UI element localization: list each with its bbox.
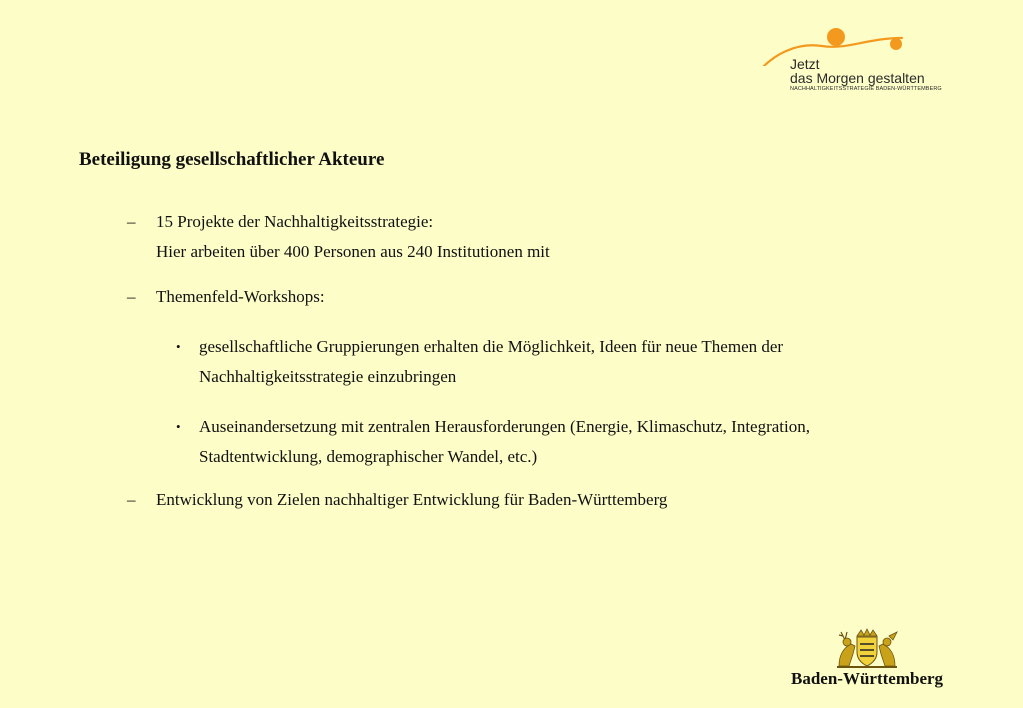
- dash-marker: –: [127, 212, 136, 231]
- logo-tagline: NACHHALTIGKEITSSTRATEGIE BADEN-WÜRTTEMBERG: [790, 86, 942, 92]
- bullet-marker: •: [176, 339, 181, 354]
- strategy-logo: [752, 26, 952, 98]
- list-item-text: Entwicklung von Zielen nachhaltiger Entwicklung für Baden-Württemberg: [156, 490, 668, 509]
- dash-marker: –: [127, 490, 136, 509]
- bullet-marker: •: [176, 419, 181, 434]
- slide-title: Beteiligung gesellschaftlicher Akteure: [79, 149, 385, 170]
- list-item-text: Themenfeld-Workshops:: [156, 287, 325, 306]
- sub-list-item-text: Nachhaltigkeitsstrategie einzubringen: [199, 367, 457, 386]
- sub-list-item-text: Stadtentwicklung, demographischer Wandel, etc.): [199, 447, 538, 466]
- logo-swoosh-icon: [752, 26, 952, 66]
- sub-list-item-text: Auseinandersetzung mit zentralen Herausforderungen (Energie, Klimaschutz, Integration,: [199, 417, 810, 436]
- sub-list-item-text: gesellschaftliche Gruppierungen erhalten die Möglichkeit, Ideen für neue Themen der: [199, 337, 784, 356]
- state-name-label: Baden-Württemberg: [791, 669, 944, 688]
- coat-of-arms-icon: [831, 628, 903, 670]
- logo-text-line1: Jetzt: [790, 56, 820, 72]
- dash-marker: –: [127, 287, 136, 306]
- logo-text-line2: das Morgen gestalten: [790, 70, 925, 86]
- list-item-text: 15 Projekte der Nachhaltigkeitsstrategie:: [156, 212, 434, 231]
- list-item-text: Hier arbeiten über 400 Personen aus 240 Institutionen mit: [156, 242, 550, 261]
